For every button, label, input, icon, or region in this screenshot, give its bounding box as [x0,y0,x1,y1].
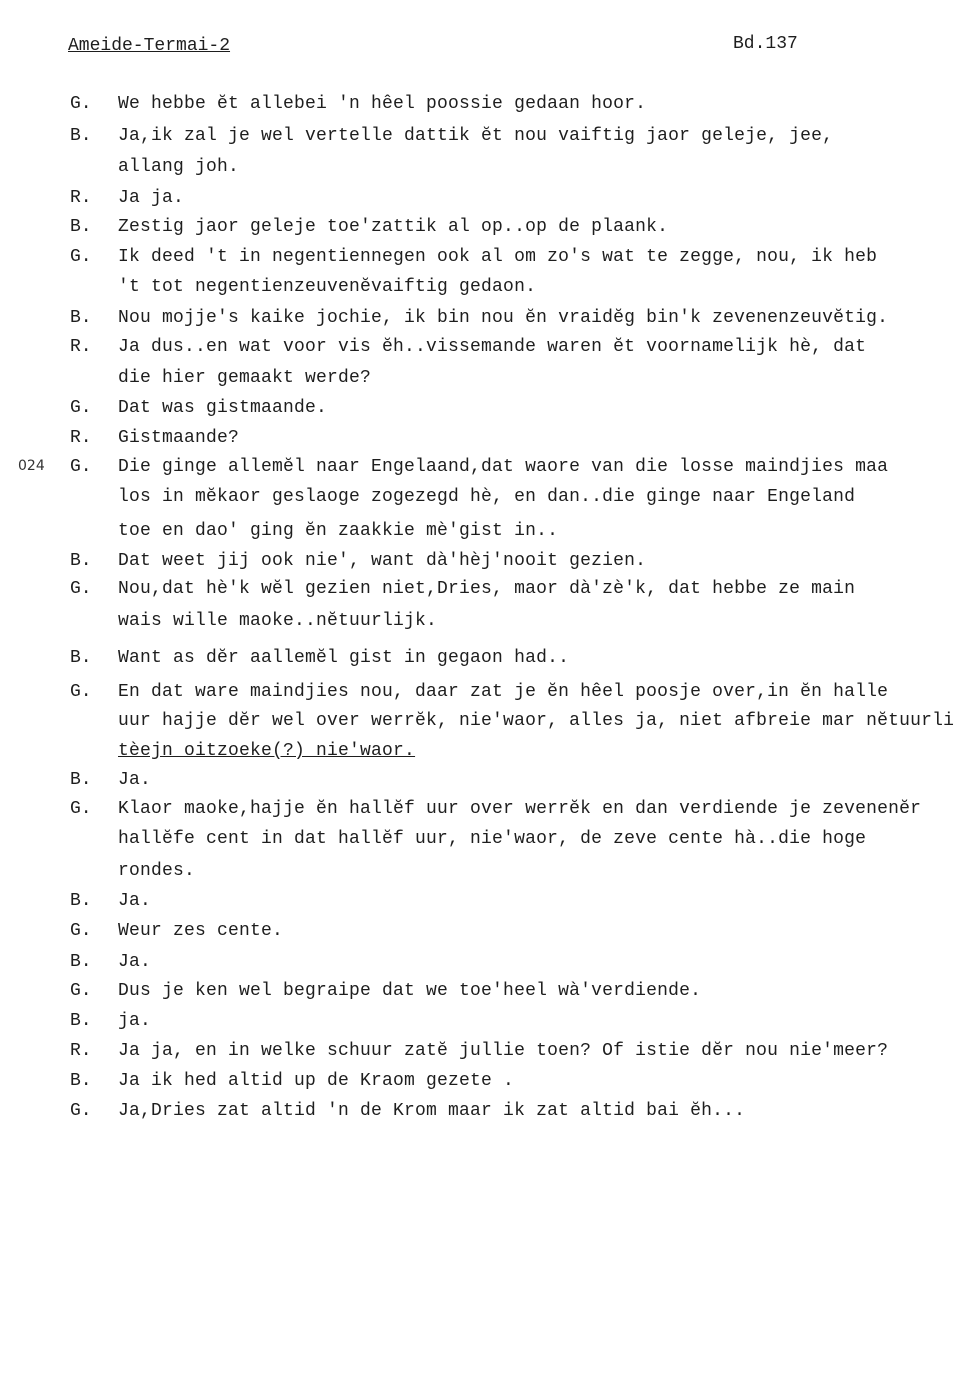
utterance-line: rondes. [118,861,196,881]
utterance-line: toe en dao' ging ĕn zaakkie mè'gist in.. [118,521,559,541]
speaker-label: G. [70,682,92,702]
utterance-line: hallĕfe cent in dat hallĕf uur, nie'waor, de zeve cente hà..die hoge [118,829,867,849]
utterance-line: tèejn oitzoeke(?) nie'waor. [118,741,416,761]
speaker-label: G. [70,921,92,941]
speaker-label: R. [70,337,92,357]
utterance-line: Ja ja, en in welke schuur zatĕ jullie toen? Of istie dĕr nou nie'meer? [118,1041,889,1061]
utterance-line: Nou mojje's kaike jochie, ik bin nou ĕn vraidĕg bin'k zevenenzeuvĕtig. [118,308,889,328]
utterance-line: Dat was gistmaande. [118,398,328,418]
utterance-line: Ja. [118,770,152,790]
speaker-label: B. [70,952,92,972]
utterance-line: ja. [118,1011,152,1031]
speaker-label: B. [70,648,92,668]
speaker-label: B. [70,770,92,790]
speaker-label: G. [70,799,92,819]
speaker-label: B. [70,891,92,911]
utterance-line: Ja dus..en wat voor vis ĕh..vissemande waren ĕt voornamelijk hè, dat [118,337,867,357]
utterance-line: Ja. [118,952,152,972]
speaker-label: R. [70,428,92,448]
utterance-line: Gistmaande? [118,428,240,448]
speaker-label: B. [70,1071,92,1091]
utterance-line: Die ginge allemĕl naar Engelaand,dat waore van die losse maindjies maa [118,457,889,477]
speaker-label: G. [70,457,92,477]
utterance-line: 't tot negentienzeuvenĕvaiftig gedaon. [118,277,537,297]
utterance-line: We hebbe ĕt allebei 'n hêel poossie gedaan hoor. [118,94,647,114]
margin-note: 024 [18,458,45,474]
utterance-line: Ja,Dries zat altid 'n de Krom maar ik zat altid bai ĕh... [118,1101,746,1121]
speaker-label: R. [70,1041,92,1061]
utterance-line: wais wille maoke..nĕtuurlijk. [118,611,438,631]
utterance-line: Dus je ken wel begraipe dat we toe'heel wà'verdiende. [118,981,702,1001]
speaker-label: G. [70,94,92,114]
speaker-label: B. [70,217,92,237]
utterance-line: los in mĕkaor geslaoge zogezegd hè, en dan..die ginge naar Engeland [118,487,856,507]
speaker-label: G. [70,579,92,599]
utterance-line: allang joh. [118,157,240,177]
speaker-label: G. [70,398,92,418]
utterance-line: Klaor maoke,hajje ĕn hallĕf uur over werrĕk en dan verdiende je zevenenĕr [118,799,922,819]
speaker-label: B. [70,551,92,571]
utterance-line: die hier gemaakt werde? [118,368,372,388]
speaker-label: G. [70,247,92,267]
speaker-label: G. [70,981,92,1001]
utterance-line: Ja ja. [118,188,185,208]
page-reference: Bd.137 [733,34,798,54]
document-title: Ameide-Termai-2 [68,36,231,56]
utterance-line: uur hajje dĕr wel over werrĕk, nie'waor, alles ja, niet afbreie mar nĕtuurli [118,711,955,731]
utterance-line: Want as dĕr aallemĕl gist in gegaon had.. [118,648,570,668]
utterance-line: Ja. [118,891,152,911]
utterance-line: En dat ware maindjies nou, daar zat je ĕn hêel poosje over,in ĕn halle [118,682,889,702]
utterance-line: Dat weet jij ook nie', want dà'hèj'nooit gezien. [118,551,647,571]
speaker-label: B. [70,308,92,328]
speaker-label: G. [70,1101,92,1121]
utterance-line: Ja,ik zal je wel vertelle dattik ĕt nou vaiftig jaor geleje, jee, [118,126,834,146]
utterance-line: Ik deed 't in negentiennegen ook al om zo's wat te zegge, nou, ik heb [118,247,878,267]
speaker-label: B. [70,126,92,146]
utterance-line: Zestig jaor geleje toe'zattik al op..op de plaank. [118,217,669,237]
utterance-line: Ja ik hed altid up de Kraom gezete . [118,1071,515,1091]
speaker-label: R. [70,188,92,208]
speaker-label: B. [70,1011,92,1031]
utterance-line: Nou,dat hè'k wĕl gezien niet,Dries, maor dà'zè'k, dat hebbe ze main [118,579,856,599]
utterance-line: Weur zes cente. [118,921,284,941]
